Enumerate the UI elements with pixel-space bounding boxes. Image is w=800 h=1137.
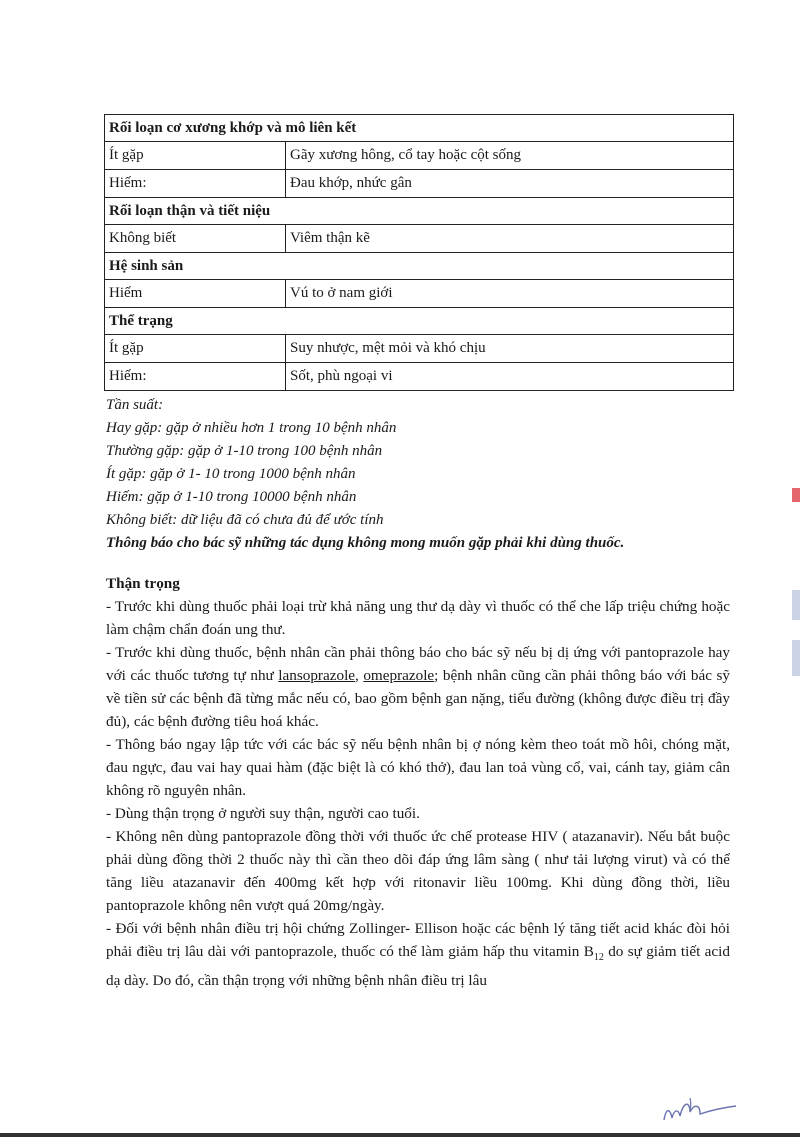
legend-line: Hiếm: gặp ở 1-10 trong 10000 bệnh nhân [106, 489, 357, 505]
effect-cell: Sốt, phù ngoại vi [286, 363, 734, 391]
effect-cell: Gãy xương hông, cổ tay hoặc cột sống [286, 142, 734, 170]
table-group-row [105, 253, 734, 280]
effect-cell: Đau khớp, nhức gân [286, 170, 734, 198]
group-label: Hệ sinh sản [105, 253, 734, 280]
table-row [105, 363, 734, 391]
legend-line: Thường gặp: gặp ở 1-10 trong 100 bệnh nhân [106, 443, 383, 459]
effect-cell: Viêm thận kẽ [286, 225, 734, 253]
text-span: - Trước khi dùng thuốc, bệnh nhân cần phải thông báo cho bác sỹ nếu bị dị ứng với pantoprazole hay với các thuốc tương tự như [106, 644, 730, 684]
bottom-border [0, 1133, 800, 1137]
table-row [105, 225, 734, 253]
precautions-section [106, 572, 730, 992]
table-row [105, 280, 734, 308]
paragraph [106, 917, 730, 992]
table-row [105, 142, 734, 170]
adverse-effects-table [104, 114, 734, 391]
group-label: Rối loạn thận và tiết niệu [105, 198, 734, 225]
paragraph: - Trước khi dùng thuốc phải loại trừ khả năng ung thư dạ dày vì thuốc có thể che lấp triệu chứng hoặc làm chậm chẩn đoán ung thư. [106, 598, 730, 638]
paragraph: - Thông báo ngay lập tức với các bác sỹ nếu bệnh nhân bị ợ nóng kèm theo toát mồ hôi, chóng mặt, đau ngực, đau vai hay quai hàm (đặc biệt là có khó thở), đau lan toả vùng cổ, vai, cánh tay, giảm cân không rõ nguyên nhân. [106, 736, 730, 799]
drug-name-link: lansoprazole [278, 667, 356, 684]
text-span: - Đối với bệnh nhân điều trị hội chứng Zollinger- Ellison hoặc các bệnh lý tăng tiết acid khác đòi hỏi phải điều trị lâu dài với pantoprazole, thuốc có thể làm giảm hấp thu vitamin B [106, 920, 730, 960]
margin-mark [792, 488, 800, 502]
legend-title: Tần suất: [106, 397, 164, 413]
paragraph [106, 641, 730, 733]
table-row [105, 170, 734, 198]
text-span: , [355, 667, 364, 684]
group-label: Rối loạn cơ xương khớp và mô liên kết [105, 115, 734, 142]
frequency-legend [106, 394, 736, 555]
paragraph: - Dùng thận trọng ở người suy thận, người cao tuổi. [106, 805, 420, 822]
group-label: Thể trạng [105, 308, 734, 335]
frequency-cell: Không biết [105, 225, 286, 253]
margin-mark [792, 590, 800, 620]
table-group-row [105, 115, 734, 142]
text-span: do sự giảm tiết acid dạ dày. Do đó, cần thận trọng với những bệnh nhân điều trị lâu [106, 943, 730, 990]
paragraph: - Không nên dùng pantoprazole đồng thời với thuốc ức chế protease HIV ( atazanavir). Nếu bắt buộc phải dùng đồng thời 2 thuốc này thì cần theo dõi đáp ứng lâm sàng ( như tải lượng virut) và có thể tăng liều atazanavir đến 400mg kết hợp với ritonavir liều 100mg. Khi dùng đồng thời, liều pantoprazole không nên vượt quá 20mg/ngày. [106, 828, 730, 914]
table-group-row [105, 308, 734, 335]
effect-cell: Suy nhược, mệt mỏi và khó chịu [286, 335, 734, 363]
legend-line: Không biết: dữ liệu đã có chưa đủ để ước tính [106, 512, 384, 528]
drug-name-link: omeprazole [363, 667, 435, 684]
handwritten-signature [660, 1090, 740, 1130]
effect-cell: Vú to ở nam giới [286, 280, 734, 308]
margin-mark [792, 640, 800, 676]
report-notice: Thông báo cho bác sỹ những tác dụng không mong muốn gặp phải khi dùng thuốc. [106, 535, 625, 551]
frequency-cell: Ít gặp [105, 142, 286, 170]
subscript: 12 [593, 952, 604, 964]
table-group-row [105, 198, 734, 225]
frequency-cell: Ít gặp [105, 335, 286, 363]
table-row [105, 335, 734, 363]
legend-line: Hay gặp: gặp ở nhiều hơn 1 trong 10 bệnh nhân [106, 420, 397, 436]
frequency-cell: Hiếm [105, 280, 286, 308]
section-heading: Thận trọng [106, 575, 180, 592]
frequency-cell: Hiếm: [105, 363, 286, 391]
legend-line: Ít gặp: gặp ở 1- 10 trong 1000 bệnh nhân [106, 466, 356, 482]
text-span: ; bệnh nhân cũng cần phải thông báo với bác sỹ về tiền sử các bệnh đã từng mắc nếu có, bao gồm bệnh gan nặng, tiểu đường (không được điều trị đầy đủ), các bệnh đường tiêu hoá khác. [106, 667, 731, 730]
frequency-cell: Hiếm: [105, 170, 286, 198]
